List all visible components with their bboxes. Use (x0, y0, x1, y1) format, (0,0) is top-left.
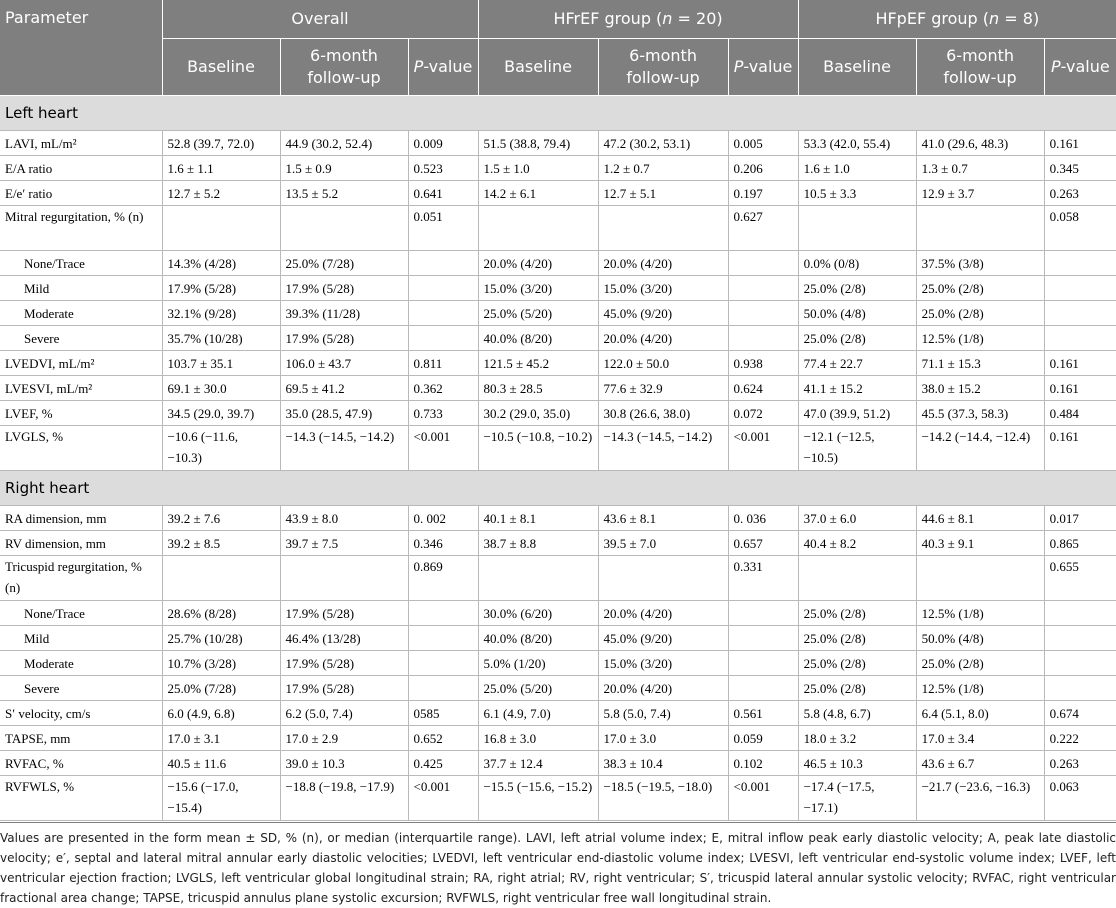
table-cell: 25.0% (2/8) (798, 276, 916, 301)
table-cell: 1.6 ± 1.0 (798, 156, 916, 181)
table-cell (408, 301, 478, 326)
table-cell (1044, 276, 1116, 301)
table-cell (408, 326, 478, 351)
table-cell (728, 251, 798, 276)
table-cell: 1.6 ± 1.1 (162, 156, 280, 181)
table-cell: 25.0% (5/20) (478, 301, 598, 326)
table-cell: 40.3 ± 9.1 (916, 531, 1044, 556)
row-label: E/A ratio (0, 156, 162, 181)
table-cell: 25.0% (2/8) (798, 601, 916, 626)
header-followup-2: 6-month follow-up (916, 39, 1044, 96)
header-group-hfref-label: HFrEF group (553, 9, 651, 28)
table-cell (728, 276, 798, 301)
row-label: LAVI, mL/m² (0, 131, 162, 156)
row-label: Severe (0, 326, 162, 351)
table-cell (162, 206, 280, 251)
table-cell (1044, 626, 1116, 651)
table-cell (408, 651, 478, 676)
table-cell: 15.0% (3/20) (598, 651, 728, 676)
table-cell: 0.484 (1044, 401, 1116, 426)
table-cell: −10.6 (−11.6, −10.3) (162, 426, 280, 471)
table-cell: 0.161 (1044, 131, 1116, 156)
table-cell: 14.3% (4/28) (162, 251, 280, 276)
table-cell (162, 556, 280, 601)
table-cell (728, 651, 798, 676)
table-cell: 38.7 ± 8.8 (478, 531, 598, 556)
table-cell: 0.222 (1044, 726, 1116, 751)
table-row (0, 506, 1116, 531)
row-label: None/Trace (0, 251, 162, 276)
header-p-value-0: P-value (408, 39, 478, 96)
table-cell: 0.059 (728, 726, 798, 751)
table-cell: 5.8 (5.0, 7.4) (598, 701, 728, 726)
header-group-hfref-n: 20 (696, 9, 717, 28)
header-p-value-2: P-value (1044, 39, 1116, 96)
table-cell: 13.5 ± 5.2 (280, 181, 408, 206)
table-row (0, 676, 1116, 701)
table-cell: 25.0% (2/8) (798, 326, 916, 351)
table-row (0, 156, 1116, 181)
table-cell: 40.5 ± 11.6 (162, 751, 280, 776)
table-cell: −14.3 (−14.5, −14.2) (280, 426, 408, 471)
table-cell (728, 301, 798, 326)
table-cell: 0. 036 (728, 506, 798, 531)
table-row (0, 726, 1116, 751)
table-cell: −17.4 (−17.5, −17.1) (798, 776, 916, 821)
table-row (0, 276, 1116, 301)
table-cell: <0.001 (408, 776, 478, 821)
table-cell: 10.5 ± 3.3 (798, 181, 916, 206)
header-group-overall (162, 0, 478, 39)
table-cell: 25.0% (7/28) (162, 676, 280, 701)
table-cell: 41.0 (29.6, 48.3) (916, 131, 1044, 156)
table-cell: 44.6 ± 8.1 (916, 506, 1044, 531)
table-cell: 1.3 ± 0.7 (916, 156, 1044, 181)
table-cell: 15.0% (3/20) (478, 276, 598, 301)
table-cell: 1.2 ± 0.7 (598, 156, 728, 181)
table-cell (916, 556, 1044, 601)
table-cell: 77.6 ± 32.9 (598, 376, 728, 401)
table-cell: 0.058 (1044, 206, 1116, 251)
table-cell: 0.005 (728, 131, 798, 156)
table-cell: 0.346 (408, 531, 478, 556)
table-row (0, 426, 1116, 471)
table-cell (728, 626, 798, 651)
table-cell: 45.5 (37.3, 58.3) (916, 401, 1044, 426)
table-cell: 51.5 (38.8, 79.4) (478, 131, 598, 156)
table-cell: 80.3 ± 28.5 (478, 376, 598, 401)
table-row (0, 181, 1116, 206)
table-cell: −14.3 (−14.5, −14.2) (598, 426, 728, 471)
table-cell: 25.0% (2/8) (798, 651, 916, 676)
header-baseline-2: Baseline (798, 39, 916, 96)
table-cell: 46.5 ± 10.3 (798, 751, 916, 776)
table-row (0, 531, 1116, 556)
table-cell: 25.0% (7/28) (280, 251, 408, 276)
table-cell: 0.362 (408, 376, 478, 401)
row-label: Moderate (0, 651, 162, 676)
table-cell: 14.2 ± 6.1 (478, 181, 598, 206)
table-cell: 25.0% (2/8) (916, 276, 1044, 301)
row-label: S′ velocity, cm/s (0, 701, 162, 726)
table-cell: 106.0 ± 43.7 (280, 351, 408, 376)
table-cell: −10.5 (−10.8, −10.2) (478, 426, 598, 471)
table-row (0, 351, 1116, 376)
table-cell: 0.425 (408, 751, 478, 776)
table-cell: 0.161 (1044, 426, 1116, 471)
table-cell: 53.3 (42.0, 55.4) (798, 131, 916, 156)
table-cell (408, 626, 478, 651)
table-cell: 39.5 ± 7.0 (598, 531, 728, 556)
table-cell (478, 206, 598, 251)
table-row (0, 206, 1116, 251)
table-cell: 0.811 (408, 351, 478, 376)
row-label: RVFWLS, % (0, 776, 162, 821)
table-cell: 0.865 (1044, 531, 1116, 556)
table-cell: 17.9% (5/28) (280, 326, 408, 351)
table-cell: 32.1% (9/28) (162, 301, 280, 326)
table-row (0, 776, 1116, 821)
table-cell: 0.561 (728, 701, 798, 726)
table-cell: 39.3% (11/28) (280, 301, 408, 326)
table-cell: 17.9% (5/28) (280, 676, 408, 701)
table-cell: 20.0% (4/20) (598, 676, 728, 701)
table-cell: 52.8 (39.7, 72.0) (162, 131, 280, 156)
table-cell: 45.0% (9/20) (598, 301, 728, 326)
table-cell: 0.641 (408, 181, 478, 206)
table-cell: 17.9% (5/28) (280, 651, 408, 676)
table-cell (798, 556, 916, 601)
section-row (0, 96, 1116, 131)
table-cell: 39.0 ± 10.3 (280, 751, 408, 776)
table-cell: 71.1 ± 15.3 (916, 351, 1044, 376)
row-label: LVGLS, % (0, 426, 162, 471)
table-cell: 38.0 ± 15.2 (916, 376, 1044, 401)
row-label: Mild (0, 626, 162, 651)
table-cell: 25.0% (2/8) (916, 651, 1044, 676)
table-cell: 6.0 (4.9, 6.8) (162, 701, 280, 726)
table-row (0, 601, 1116, 626)
table-cell (1044, 651, 1116, 676)
table-cell: 0.674 (1044, 701, 1116, 726)
table-cell: 43.6 ± 8.1 (598, 506, 728, 531)
table-cell: 20.0% (4/20) (478, 251, 598, 276)
table-cell (408, 251, 478, 276)
table-cell (728, 601, 798, 626)
table-cell (408, 276, 478, 301)
table-cell: 43.9 ± 8.0 (280, 506, 408, 531)
table-cell: 38.3 ± 10.4 (598, 751, 728, 776)
row-label: LVEDVI, mL/m² (0, 351, 162, 376)
table-cell: 0.206 (728, 156, 798, 181)
table-cell: 39.2 ± 8.5 (162, 531, 280, 556)
table-cell: 0.627 (728, 206, 798, 251)
table-cell: 0.102 (728, 751, 798, 776)
table-header (0, 0, 1116, 96)
section-row (0, 471, 1116, 506)
table-cell: <0.001 (408, 426, 478, 471)
row-label: Mitral regurgitation, % (n) (0, 206, 162, 251)
table-cell (798, 206, 916, 251)
table-cell (728, 326, 798, 351)
table-cell: 30.0% (6/20) (478, 601, 598, 626)
table-cell: 40.1 ± 8.1 (478, 506, 598, 531)
header-parameter: Parameter (0, 0, 162, 96)
table-cell: 16.8 ± 3.0 (478, 726, 598, 751)
table-cell (1044, 251, 1116, 276)
table-cell: <0.001 (728, 776, 798, 821)
table-cell: 121.5 ± 45.2 (478, 351, 598, 376)
table-row (0, 251, 1116, 276)
table-cell (1044, 676, 1116, 701)
table-cell (280, 206, 408, 251)
table-cell (1044, 326, 1116, 351)
row-label: LVESVI, mL/m² (0, 376, 162, 401)
row-label: E/e′ ratio (0, 181, 162, 206)
table-cell: 0.263 (1044, 181, 1116, 206)
table-cell: 18.0 ± 3.2 (798, 726, 916, 751)
table-cell (728, 676, 798, 701)
table-row (0, 701, 1116, 726)
table-cell: 39.2 ± 7.6 (162, 506, 280, 531)
table-cell: 0.197 (728, 181, 798, 206)
table-row (0, 401, 1116, 426)
row-label: LVEF, % (0, 401, 162, 426)
table-cell: 50.0% (4/8) (916, 626, 1044, 651)
table-cell: 40.0% (8/20) (478, 626, 598, 651)
table-cell: 46.4% (13/28) (280, 626, 408, 651)
table-cell: 0.051 (408, 206, 478, 251)
table-cell: 0.938 (728, 351, 798, 376)
table-cell: 10.7% (3/28) (162, 651, 280, 676)
table-cell: <0.001 (728, 426, 798, 471)
table-cell (1044, 301, 1116, 326)
table-cell: 20.0% (4/20) (598, 326, 728, 351)
table-cell: 25.0% (2/8) (798, 626, 916, 651)
table-cell (478, 556, 598, 601)
header-group-overall-label: Overall (291, 9, 349, 28)
row-label: RVFAC, % (0, 751, 162, 776)
row-label: Severe (0, 676, 162, 701)
header-baseline-1: Baseline (478, 39, 598, 96)
table-cell: 69.5 ± 41.2 (280, 376, 408, 401)
table-cell: 0585 (408, 701, 478, 726)
table-cell: 30.2 (29.0, 35.0) (478, 401, 598, 426)
table-cell: 12.5% (1/8) (916, 601, 1044, 626)
table-cell: 37.0 ± 6.0 (798, 506, 916, 531)
header-subrow (0, 39, 1116, 96)
row-label: RV dimension, mm (0, 531, 162, 556)
table-cell: 40.4 ± 8.2 (798, 531, 916, 556)
table-cell: 0.657 (728, 531, 798, 556)
table-cell: 0.161 (1044, 351, 1116, 376)
table-row (0, 556, 1116, 601)
table-cell: 35.7% (10/28) (162, 326, 280, 351)
table-cell: 17.0 ± 3.1 (162, 726, 280, 751)
table-cell: 20.0% (4/20) (598, 251, 728, 276)
table-cell: 25.0% (2/8) (916, 301, 1044, 326)
header-followup-0: 6-month follow-up (280, 39, 408, 96)
table-cell: 45.0% (9/20) (598, 626, 728, 651)
table-cell: 0.009 (408, 131, 478, 156)
table-cell: −18.8 (−19.8, −17.9) (280, 776, 408, 821)
table-cell: 25.0% (2/8) (798, 676, 916, 701)
table-cell: 122.0 ± 50.0 (598, 351, 728, 376)
table-cell: 5.0% (1/20) (478, 651, 598, 676)
table-cell: 0.072 (728, 401, 798, 426)
section-title: Right heart (0, 471, 1116, 506)
table-cell: 1.5 ± 1.0 (478, 156, 598, 181)
table-cell: 44.9 (30.2, 52.4) (280, 131, 408, 156)
table-cell: 17.0 ± 2.9 (280, 726, 408, 751)
table-cell (408, 601, 478, 626)
table-cell: 17.0 ± 3.4 (916, 726, 1044, 751)
table-cell: −21.7 (−23.6, −16.3) (916, 776, 1044, 821)
table-cell: 15.0% (3/20) (598, 276, 728, 301)
table-cell: −15.6 (−17.0, −15.4) (162, 776, 280, 821)
table-cell: −14.2 (−14.4, −12.4) (916, 426, 1044, 471)
row-label: TAPSE, mm (0, 726, 162, 751)
table-body (0, 96, 1116, 821)
table-cell: 69.1 ± 30.0 (162, 376, 280, 401)
table-row (0, 651, 1116, 676)
table-cell: −15.5 (−15.6, −15.2) (478, 776, 598, 821)
table-row (0, 131, 1116, 156)
table-cell: 1.5 ± 0.9 (280, 156, 408, 181)
table-cell: 0. 002 (408, 506, 478, 531)
table-cell: 12.7 ± 5.2 (162, 181, 280, 206)
table-cell: 0.331 (728, 556, 798, 601)
table-cell: −12.1 (−12.5, −10.5) (798, 426, 916, 471)
table-cell (598, 206, 728, 251)
table-cell (280, 556, 408, 601)
table-cell: 39.7 ± 7.5 (280, 531, 408, 556)
table-cell: 12.9 ± 3.7 (916, 181, 1044, 206)
table-row (0, 376, 1116, 401)
table-cell: 0.655 (1044, 556, 1116, 601)
row-label: Tricuspid regurgitation, % (n) (0, 556, 162, 601)
table-cell: 17.0 ± 3.0 (598, 726, 728, 751)
table-cell: 34.5 (29.0, 39.7) (162, 401, 280, 426)
table-cell (916, 206, 1044, 251)
table-cell: 43.6 ± 6.7 (916, 751, 1044, 776)
table-cell: 12.7 ± 5.1 (598, 181, 728, 206)
row-label: Moderate (0, 301, 162, 326)
table-cell: 50.0% (4/8) (798, 301, 916, 326)
table-cell: 25.0% (5/20) (478, 676, 598, 701)
table-cell: 35.0 (28.5, 47.9) (280, 401, 408, 426)
table-cell: 0.869 (408, 556, 478, 601)
table-cell: 12.5% (1/8) (916, 676, 1044, 701)
table-cell: 30.8 (26.6, 38.0) (598, 401, 728, 426)
table-cell: 5.8 (4.8, 6.7) (798, 701, 916, 726)
row-label: RA dimension, mm (0, 506, 162, 531)
header-followup-1: 6-month follow-up (598, 39, 728, 96)
header-baseline-0: Baseline (162, 39, 280, 96)
table-cell: 47.0 (39.9, 51.2) (798, 401, 916, 426)
table-cell: 47.2 (30.2, 53.1) (598, 131, 728, 156)
table-cell: 0.017 (1044, 506, 1116, 531)
table-cell (408, 676, 478, 701)
table-cell (1044, 601, 1116, 626)
table-cell: 103.7 ± 35.1 (162, 351, 280, 376)
table-cell: 0.733 (408, 401, 478, 426)
header-group-hfpef: HFpEF group (n = 8) (798, 0, 1116, 39)
header-group-hfref: HFrEF group (n = 20) (478, 0, 798, 39)
table-cell: 17.9% (5/28) (280, 276, 408, 301)
table-cell: 17.9% (5/28) (280, 601, 408, 626)
table-cell: 6.2 (5.0, 7.4) (280, 701, 408, 726)
table-cell: 0.652 (408, 726, 478, 751)
table-cell: 0.063 (1044, 776, 1116, 821)
table-cell: 0.624 (728, 376, 798, 401)
table-cell: 41.1 ± 15.2 (798, 376, 916, 401)
table-row (0, 301, 1116, 326)
table-cell: 12.5% (1/8) (916, 326, 1044, 351)
table-cell: 0.523 (408, 156, 478, 181)
table-cell: 77.4 ± 22.7 (798, 351, 916, 376)
row-label: Mild (0, 276, 162, 301)
table-cell: 25.7% (10/28) (162, 626, 280, 651)
row-label: None/Trace (0, 601, 162, 626)
table-cell: 6.4 (5.1, 8.0) (916, 701, 1044, 726)
table-cell (598, 556, 728, 601)
table-cell: 6.1 (4.9, 7.0) (478, 701, 598, 726)
table-footnote: Values are presented in the form mean ± SD, % (n), or median (interquartile range). LAVI, left atrial volume index; E, mitral inflow peak early diastolic velocity; A, peak late diastolic velocity; e′, septal and lateral mitral annular early diastolic velocities; LVEDVI, left ventricular end-diastolic volume index; LVESVI, left ventricular end-systolic volume index; LVEF, left ventricular ejection fraction; LVGLS, left ventricular global longitudinal strain; RA, right atrial; RV, right ventricular; S′, tricuspid lateral annular systolic velocity; RVFAC, right ventricular fractional area change; TAPSE, tricuspid annulus plane systolic excursion; RVFWLS, right ventricular free wall longitudinal strain. (0, 822, 1116, 908)
table-cell: 0.345 (1044, 156, 1116, 181)
table-row (0, 326, 1116, 351)
header-p-value-1: P-value (728, 39, 798, 96)
table-cell: 0.161 (1044, 376, 1116, 401)
table-cell: 40.0% (8/20) (478, 326, 598, 351)
table-cell: −18.5 (−19.5, −18.0) (598, 776, 728, 821)
table-cell: 17.9% (5/28) (162, 276, 280, 301)
section-title: Left heart (0, 96, 1116, 131)
header-group-hfpef-n: 8 (1022, 9, 1033, 28)
table-cell: 20.0% (4/20) (598, 601, 728, 626)
table-cell: 0.263 (1044, 751, 1116, 776)
table-row (0, 751, 1116, 776)
header-group-hfpef-label: HFpEF group (875, 9, 978, 28)
table-cell: 0.0% (0/8) (798, 251, 916, 276)
table-cell: 28.6% (8/28) (162, 601, 280, 626)
table-cell: 37.5% (3/8) (916, 251, 1044, 276)
table-row (0, 626, 1116, 651)
table-cell: 37.7 ± 12.4 (478, 751, 598, 776)
